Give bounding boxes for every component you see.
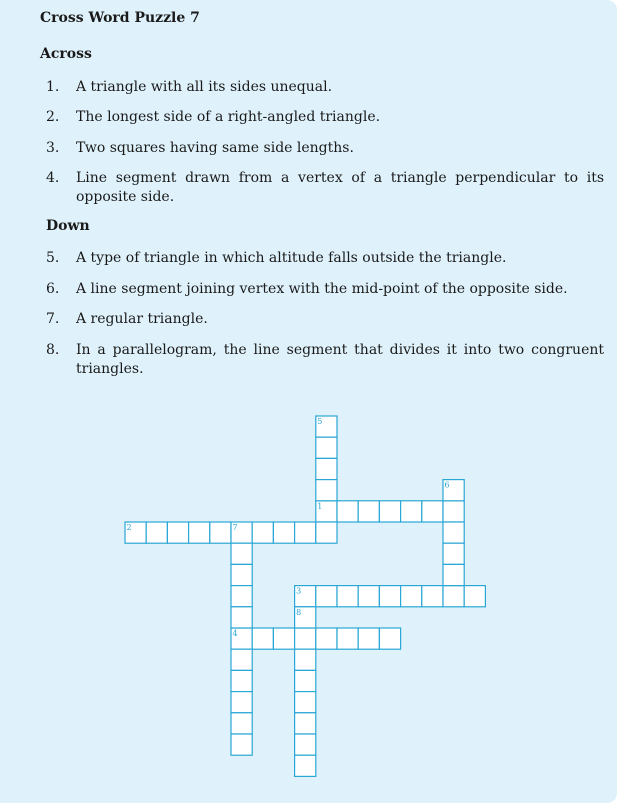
clue-text: A regular triangle. [76, 311, 208, 327]
grid-cell[interactable] [337, 628, 358, 649]
grid-cell[interactable] [316, 586, 337, 607]
grid-cell[interactable] [231, 649, 252, 670]
grid-cell[interactable] [443, 522, 464, 543]
grid-cell[interactable] [295, 670, 316, 691]
grid-cell[interactable] [231, 670, 252, 691]
clue-text: The longest side of a right-angled triangle. [76, 109, 381, 125]
grid-cell[interactable] [337, 501, 358, 522]
grid-cell[interactable] [295, 628, 316, 649]
clue-number: 7. [46, 311, 60, 327]
grid-cell[interactable] [167, 522, 188, 543]
grid-cell[interactable] [358, 586, 379, 607]
grid-cell[interactable] [295, 755, 316, 776]
grid-cell[interactable] [273, 628, 294, 649]
grid-cell[interactable] [231, 564, 252, 585]
grid-clue-number: 3 [296, 586, 302, 596]
grid-cell[interactable] [316, 480, 337, 501]
clue-text: A type of triangle in which altitude falls outside the triangle. [76, 250, 507, 266]
grid-cell[interactable] [401, 586, 422, 607]
grid-cell[interactable] [316, 522, 337, 543]
grid-cell[interactable] [231, 586, 252, 607]
grid-cell[interactable] [210, 522, 231, 543]
across-heading: Across [40, 46, 92, 62]
grid-cell[interactable] [422, 501, 443, 522]
grid-cell[interactable] [273, 522, 294, 543]
grid-cell[interactable] [379, 501, 400, 522]
grid-clue-number: 7 [232, 523, 238, 532]
grid-cell[interactable] [316, 458, 337, 479]
grid-cell[interactable] [295, 522, 316, 543]
clue-text: Two squares having same side lengths. [76, 140, 354, 156]
grid-cell[interactable] [295, 713, 316, 734]
grid-cell[interactable] [295, 692, 316, 713]
grid-cell[interactable] [252, 628, 273, 649]
grid-cell[interactable] [231, 692, 252, 713]
grid-cell[interactable] [252, 522, 273, 543]
grid-cell[interactable] [464, 586, 485, 607]
grid-cell[interactable] [379, 628, 400, 649]
clue-number: 5. [46, 250, 60, 266]
grid-cell[interactable] [422, 586, 443, 607]
puzzle-title: Cross Word Puzzle 7 [40, 10, 200, 26]
grid-cell[interactable] [316, 437, 337, 458]
grid-cell[interactable] [443, 501, 464, 522]
grid-clue-number: 6 [444, 480, 450, 490]
clue-number: 4. [46, 170, 60, 186]
grid-cell[interactable] [358, 628, 379, 649]
grid-cell[interactable] [337, 586, 358, 607]
clue-number: 2. [46, 109, 60, 125]
grid-cell[interactable] [443, 564, 464, 585]
clue-number: 8. [46, 342, 60, 358]
grid-cell[interactable] [401, 501, 422, 522]
grid-cell[interactable] [231, 543, 252, 564]
grid-cell[interactable] [231, 734, 252, 755]
clue-number: 6. [46, 281, 60, 297]
down-heading: Down [46, 218, 90, 234]
grid-cell[interactable] [379, 586, 400, 607]
grid-cell[interactable] [316, 628, 337, 649]
grid-cell[interactable] [295, 649, 316, 670]
grid-cell[interactable] [231, 713, 252, 734]
grid-cell[interactable] [295, 734, 316, 755]
grid-cell[interactable] [146, 522, 167, 543]
grid-cell[interactable] [358, 501, 379, 522]
clue-number: 1. [46, 79, 60, 95]
clue-number: 3. [46, 140, 60, 156]
clue-text: In a parallelogram, the line segment that divides it into two congruent triangles. [76, 342, 604, 377]
grid-cell[interactable] [443, 586, 464, 607]
clue-text: A triangle with all its sides unequal. [76, 79, 333, 95]
grid-clue-number: 8 [296, 607, 302, 617]
grid-clue-number: 5 [317, 417, 323, 426]
clue-text: Line segment drawn from a vertex of a triangle perpendicular to its opposite side. [76, 170, 604, 205]
clue-text: A line segment joining vertex with the mid-point of the opposite side. [76, 281, 568, 297]
grid-cell[interactable] [231, 607, 252, 628]
grid-clue-number: 2 [126, 523, 132, 532]
grid-cell[interactable] [443, 543, 464, 564]
grid-cell[interactable] [189, 522, 210, 543]
grid-clue-number: 1 [317, 501, 323, 511]
grid-clue-number: 4 [232, 629, 238, 638]
